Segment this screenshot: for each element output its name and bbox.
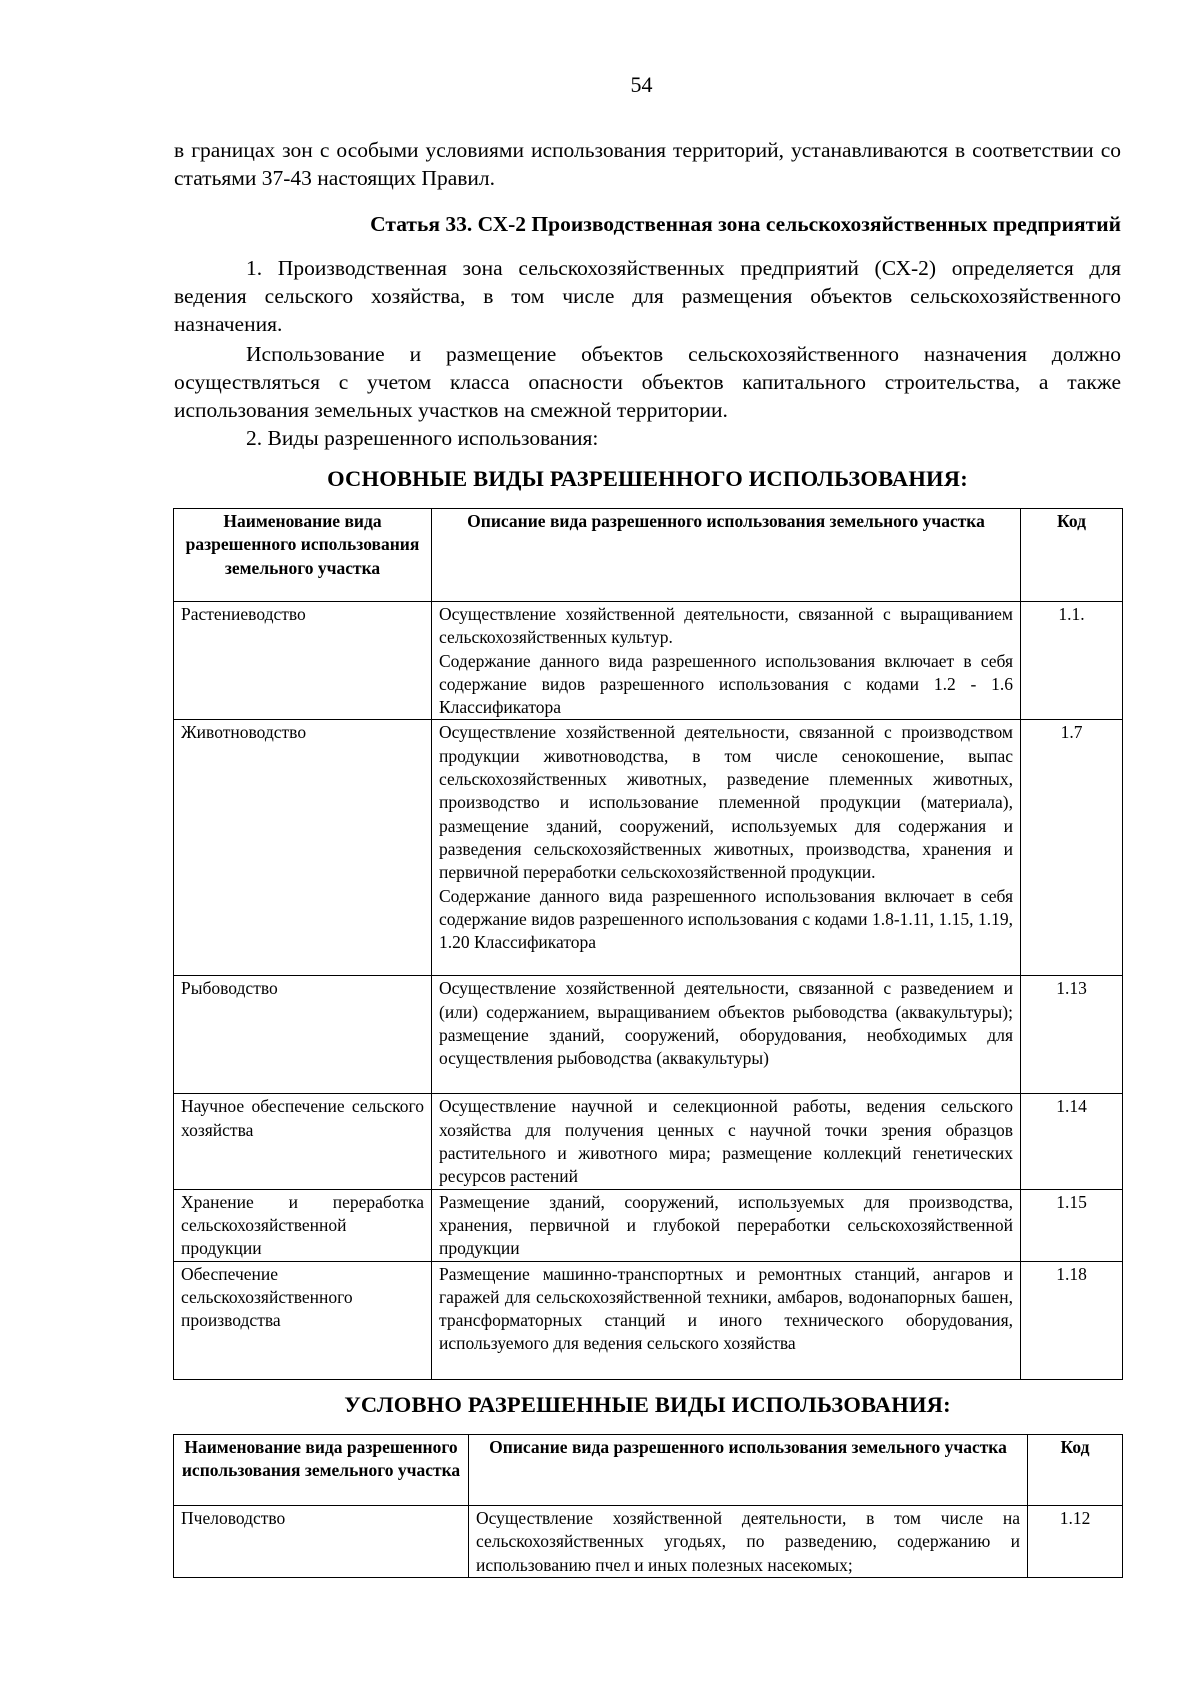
main-uses-table (173, 508, 1123, 1380)
column-header-description: Описание вида разрешенного использования земельного участка (432, 509, 1021, 602)
use-description: Размещение машинно-транспортных и ремонтных станций, ангаров и гаражей для сельскохозяйственной техники, амбаров, водонапорных башен, трансформаторных станций и иного технического оборудования, используемого для ведения сельского хозяйства (432, 1261, 1021, 1379)
use-code: 1.7 (1021, 720, 1123, 976)
use-code: 1.14 (1021, 1094, 1123, 1189)
column-header-code: Код (1028, 1435, 1123, 1506)
use-code: 1.13 (1021, 976, 1123, 1094)
use-name: Обеспечение сельскохозяйственного производства (174, 1261, 432, 1379)
column-header-name: Наименование вида разрешенного использования земельного участка (174, 1435, 469, 1506)
article-title: Статья 33. СХ-2 Производственная зона сельскохозяйственных предприятий (370, 212, 1121, 236)
column-header-description: Описание вида разрешенного использования земельного участка (469, 1435, 1028, 1506)
description-note: Содержание данного вида разрешенного использования включает в себя содержание видов разрешенного использования с кодами 1.2 - 1.6 Классификатора (439, 650, 1013, 718)
use-code: 1.1. (1021, 602, 1123, 720)
table-row (174, 720, 1123, 976)
column-header-code: Код (1021, 509, 1123, 602)
description-note: Содержание данного вида разрешенного использования включает в себя содержание видов разрешенного использования с кодами 1.8-1.11, 1.15, 1.19, 1.20 Классификатора (439, 885, 1013, 953)
table-row (174, 1506, 1123, 1578)
conditional-uses-section-title: УСЛОВНО РАЗРЕШЕННЫЕ ВИДЫ ИСПОЛЬЗОВАНИЯ: (344, 1392, 951, 1417)
use-name: Животноводство (174, 720, 432, 976)
use-description: Осуществление научной и селекционной работы, ведения сельского хозяйства для получения ценных с научной точки зрения образцов растительного и животного мира; размещение коллекций генетических ресурсов растений (432, 1094, 1021, 1189)
conditional-uses-table (173, 1434, 1123, 1578)
column-header-name: Наименование вида разрешенного использования земельного участка (174, 509, 432, 602)
paragraph-3: 2. Виды разрешенного использования: (246, 426, 599, 450)
table-row (174, 1094, 1123, 1189)
use-code: 1.12 (1028, 1506, 1123, 1578)
table-header-row (174, 1435, 1123, 1506)
table-row (174, 976, 1123, 1094)
use-description: Осуществление хозяйственной деятельности, в том числе на сельскохозяйственных угодьях, по разведению, содержанию и использованию пчел и иных полезных насекомых; (469, 1506, 1028, 1578)
intro-paragraph: в границах зон с особыми условиями использования территорий, устанавливаются в соответствии со статьями 37-43 настоящих Правил. (174, 138, 1121, 190)
use-name: Пчеловодство (174, 1506, 469, 1578)
use-name: Научное обеспечение сельского хозяйства (174, 1094, 432, 1189)
use-description (432, 602, 1021, 720)
use-description (432, 720, 1021, 976)
use-code: 1.18 (1021, 1261, 1123, 1379)
use-name: Хранение и переработка сельскохозяйственной продукции (174, 1189, 432, 1261)
table-row (174, 1189, 1123, 1261)
use-description: Размещение зданий, сооружений, используемых для производства, хранения, первичной и глубокой переработки сельскохозяйственной продукции (432, 1189, 1021, 1261)
table-row (174, 1261, 1123, 1379)
paragraph-2: Использование и размещение объектов сельскохозяйственного назначения должно осуществляться с учетом класса опасности объектов капитального строительства, а также использования земельных участков на смежной территории. (174, 342, 1121, 422)
page-number: 54 (630, 72, 653, 97)
use-name: Растениеводство (174, 602, 432, 720)
description-text: Осуществление хозяйственной деятельности, связанной с выращиванием сельскохозяйственных культур. (439, 604, 1013, 648)
use-code: 1.15 (1021, 1189, 1123, 1261)
main-uses-section-title: ОСНОВНЫЕ ВИДЫ РАЗРЕШЕННОГО ИСПОЛЬЗОВАНИЯ: (327, 466, 968, 491)
use-description: Осуществление хозяйственной деятельности, связанной с разведением и (или) содержанием, выращиванием объектов рыбоводства (аквакультуры); размещение зданий, сооружений, оборудования, необходимых для осуществления рыбоводства (аквакультуры) (432, 976, 1021, 1094)
table-header-row (174, 509, 1123, 602)
table-row (174, 602, 1123, 720)
description-text: Осуществление хозяйственной деятельности, связанной с производством продукции животноводства, в том числе сенокошение, выпас сельскохозяйственных животных, разведение племенных животных, производство и использование племенной продукции (материала), размещение зданий, сооружений, используемых для содержания и разведения сельскохозяйственных животных, производства, хранения и первичной переработки сельскохозяйственной продукции. (439, 722, 1013, 883)
paragraph-1: 1. Производственная зона сельскохозяйственных предприятий (СХ-2) определяется для ведения сельского хозяйства, в том числе для размещения объектов сельскохозяйственного назначения. (174, 256, 1121, 336)
use-name: Рыбоводство (174, 976, 432, 1094)
